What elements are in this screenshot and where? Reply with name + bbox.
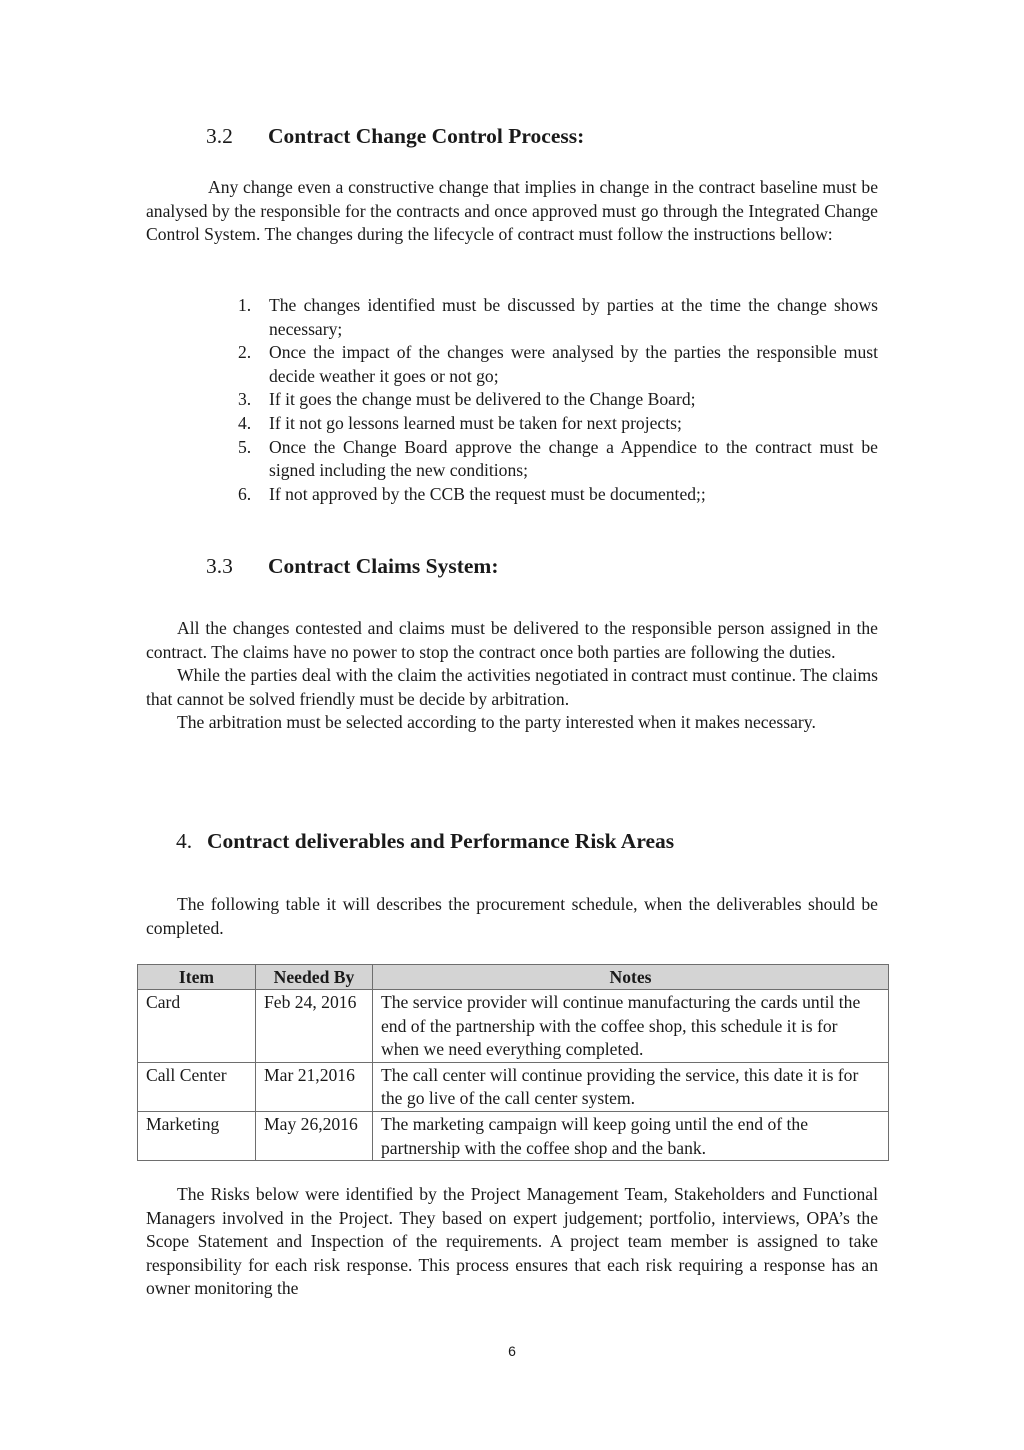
cell-item: Card xyxy=(138,990,256,1063)
list-text: Once the Change Board approve the change a Appendice to the contract must be signed including the new conditions; xyxy=(269,436,878,481)
paragraph-text: Any change even a constructive change that implies in change in the contract baseline must be analysed by the responsible for the contracts and once approved must go through the Integrated Change Control System. The changes during the lifecycle of contract must follow the instructions bellow: xyxy=(146,177,878,245)
table-row xyxy=(138,1062,889,1111)
table-header-row xyxy=(138,965,889,990)
list-item xyxy=(238,483,878,507)
procurement-schedule-table xyxy=(137,964,889,1161)
list-item xyxy=(238,436,878,483)
page-number: 6 xyxy=(508,1343,516,1359)
list-number: 1. xyxy=(238,295,252,315)
list-item xyxy=(238,294,878,341)
cell-notes: The call center will continue providing the service, this date it is for the go live of the call center system. xyxy=(373,1062,889,1111)
cell-needed-by: May 26,2016 xyxy=(256,1111,373,1160)
list-number: 3. xyxy=(238,389,252,410)
change-control-steps xyxy=(238,294,878,506)
section-4-heading xyxy=(176,829,674,854)
table-row xyxy=(138,1111,889,1160)
section-4-number: 4. xyxy=(176,829,193,853)
list-text: If it not go lessons learned must be taken for next projects; xyxy=(269,412,682,433)
column-header-needed-by: Needed By xyxy=(256,965,373,990)
paragraph-text: The Risks below were identified by the Project Management Team, Stakeholders and Functional Managers involved in the Project. They based on expert judgement; portfolio, interviews, OPA’s the Scope Statement and Inspection of the requirements. A project team member is assigned to take responsibility for each risk response. This process ensures that each risk requiring a response has an owner monitoring the xyxy=(146,1184,878,1299)
cell-item: Marketing xyxy=(138,1111,256,1160)
cell-item: Call Center xyxy=(138,1062,256,1111)
list-text: If not approved by the CCB the request must be documented;; xyxy=(269,483,706,504)
cell-notes: The service provider will continue manufacturing the cards until the end of the partnership with the coffee shop, this schedule it is for when we need everything completed. xyxy=(373,990,889,1063)
paragraph-text: While the parties deal with the claim the activities negotiated in contract must continue. The claims that cannot be solved friendly must be decide by arbitration. xyxy=(146,665,878,709)
cell-needed-by: Feb 24, 2016 xyxy=(256,990,373,1063)
list-number: 4. xyxy=(238,412,252,433)
paragraph-text: The arbitration must be selected according to the party interested when it makes necessary. xyxy=(177,712,816,733)
paragraph-text: The following table it will describes the procurement schedule, when the deliverables should be completed. xyxy=(146,894,878,938)
section-3-2-number: 3.2 xyxy=(206,124,233,148)
list-text: The changes identified must be discussed by parties at the time the change shows necessary; xyxy=(269,295,878,339)
list-number: 5. xyxy=(238,436,252,457)
list-item xyxy=(238,412,878,436)
list-number: 6. xyxy=(238,483,252,504)
list-number: 2. xyxy=(238,342,252,363)
list-text: Once the impact of the changes were analysed by the parties the responsible must decide weather it goes or not go; xyxy=(269,342,878,386)
list-text: If it goes the change must be delivered to the Change Board; xyxy=(269,389,696,410)
section-3-3-number: 3.3 xyxy=(206,554,233,578)
section-3-3-title: Contract Claims System: xyxy=(268,554,499,578)
column-header-notes: Notes xyxy=(373,965,889,990)
section-3-2-heading xyxy=(206,124,584,149)
cell-notes: The marketing campaign will keep going until the end of the partnership with the coffee shop and the bank. xyxy=(373,1111,889,1160)
section-4-intro xyxy=(146,893,878,940)
column-header-item: Item xyxy=(138,965,256,990)
section-3-3-paragraphs xyxy=(146,617,878,735)
paragraph-text: All the changes contested and claims must be delivered to the responsible person assigned in the contract. The claims have no power to stop the contract once both parties are following the duties. xyxy=(146,618,878,662)
table-row xyxy=(138,990,889,1063)
section-3-2-title: Contract Change Control Process: xyxy=(268,124,585,148)
section-4-title: Contract deliverables and Performance Risk Areas xyxy=(207,829,675,853)
list-item xyxy=(238,388,878,412)
section-3-2-paragraph xyxy=(146,176,878,247)
section-3-3-heading xyxy=(206,554,499,579)
list-item xyxy=(238,341,878,388)
risks-paragraph xyxy=(146,1183,878,1301)
cell-needed-by: Mar 21,2016 xyxy=(256,1062,373,1111)
